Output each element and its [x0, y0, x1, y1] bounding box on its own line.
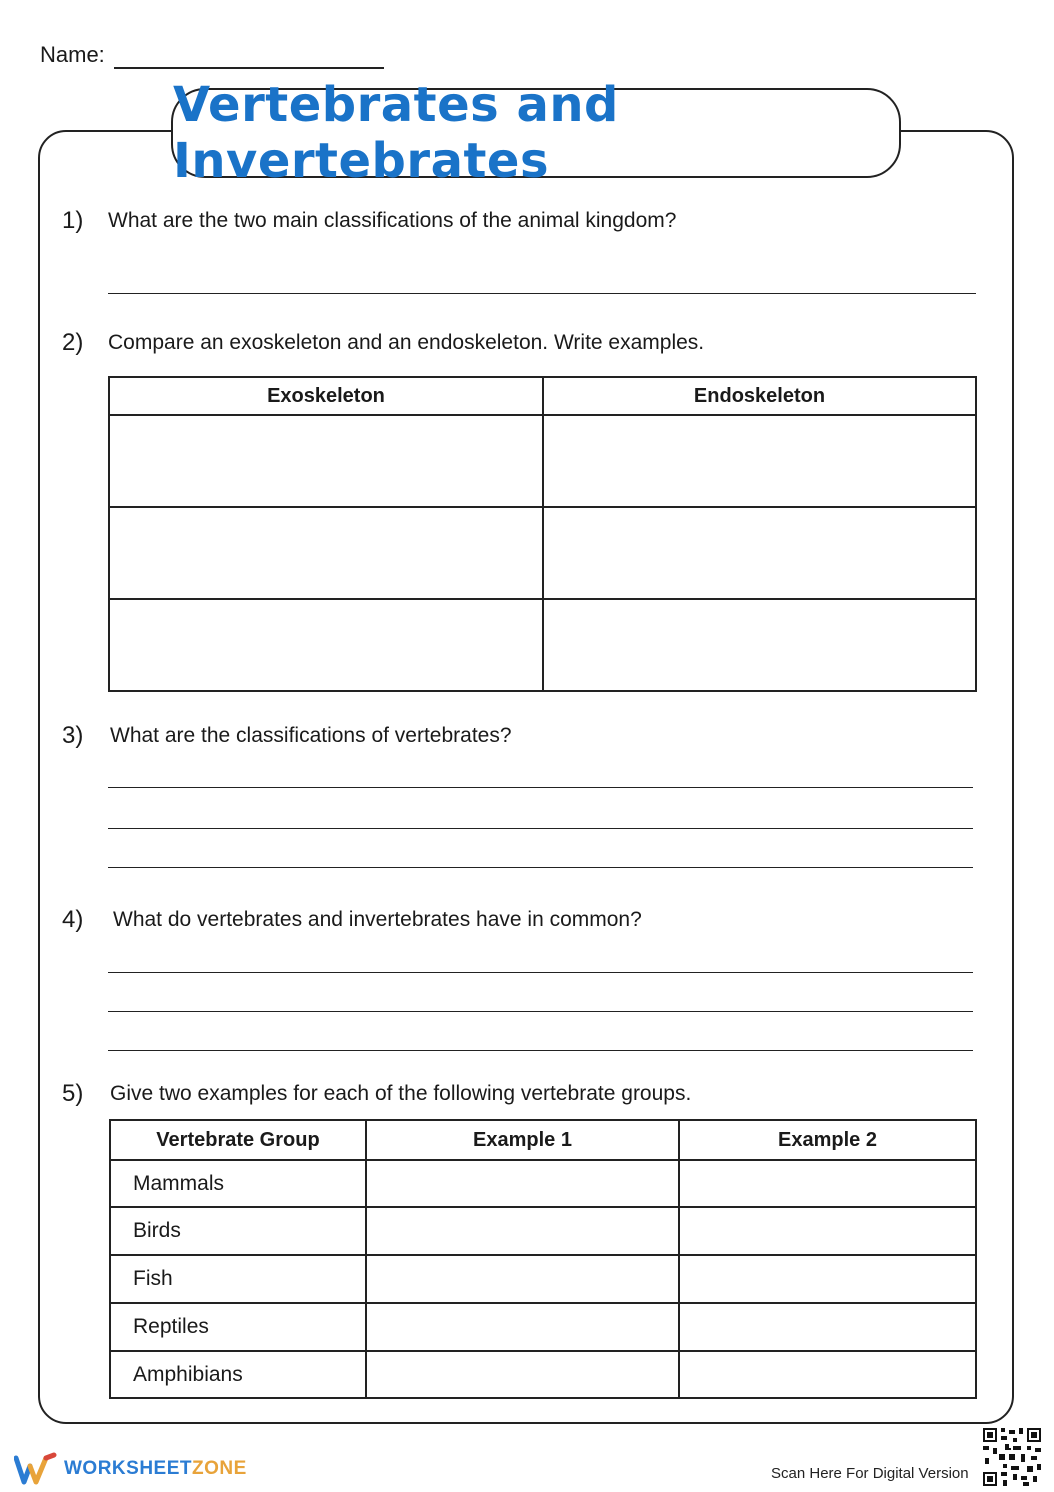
question-1-text: What are the two main classifications of the animal kingdom?	[108, 209, 677, 232]
answer-cell[interactable]	[109, 507, 543, 599]
answer-cell[interactable]	[543, 599, 976, 691]
table-header-example-1: Example 1	[366, 1120, 679, 1160]
question-5-number: 5)	[62, 1080, 84, 1107]
answer-cell[interactable]	[543, 507, 976, 599]
answer-cell[interactable]	[366, 1303, 679, 1351]
question-2-number: 2)	[62, 329, 84, 356]
name-field-line[interactable]	[114, 67, 384, 69]
name-label: Name:	[40, 42, 105, 67]
answer-cell[interactable]	[366, 1255, 679, 1303]
answer-cell[interactable]	[366, 1351, 679, 1398]
answer-line[interactable]	[108, 972, 973, 973]
title-banner	[171, 77, 901, 189]
table-row-label-mammals: Mammals	[110, 1160, 366, 1207]
question-2-text: Compare an exoskeleton and an endoskeleton. Write examples.	[108, 331, 705, 354]
table-row-label-birds: Birds	[110, 1207, 366, 1255]
w-logo-icon	[14, 1452, 58, 1486]
answer-cell[interactable]	[109, 599, 543, 691]
table-header-group: Vertebrate Group	[110, 1120, 366, 1160]
question-5-text: Give two examples for each of the following vertebrate groups.	[110, 1082, 692, 1105]
answer-cell[interactable]	[679, 1207, 976, 1255]
question-4-text: What do vertebrates and invertebrates have in common?	[113, 908, 642, 931]
answer-line[interactable]	[108, 787, 973, 788]
answer-cell[interactable]	[366, 1160, 679, 1207]
table-header-exoskeleton: Exoskeleton	[109, 377, 543, 415]
answer-line[interactable]	[108, 293, 976, 294]
table-row-label-fish: Fish	[110, 1255, 366, 1303]
table-row-label-amphibians: Amphibians	[110, 1351, 366, 1398]
answer-cell[interactable]	[109, 415, 543, 507]
scan-caption: Scan Here For Digital Version	[771, 1465, 969, 1482]
logo-text-part1: WORKSHEET	[64, 1458, 192, 1479]
vertebrate-examples-table	[109, 1119, 977, 1399]
question-1-number: 1)	[62, 207, 84, 234]
question-3-number: 3)	[62, 722, 84, 749]
answer-line[interactable]	[108, 1011, 973, 1012]
logo-wordmark	[64, 1458, 247, 1480]
skeleton-comparison-table	[108, 376, 977, 692]
page-title: Vertebrates and Invertebrates	[173, 77, 619, 189]
answer-cell[interactable]	[543, 415, 976, 507]
answer-cell[interactable]	[679, 1160, 976, 1207]
answer-cell[interactable]	[679, 1255, 976, 1303]
answer-cell[interactable]	[679, 1303, 976, 1351]
qr-code-icon[interactable]	[983, 1428, 1041, 1486]
answer-line[interactable]	[108, 828, 973, 829]
logo-text-part2: ZONE	[192, 1458, 247, 1479]
answer-line[interactable]	[108, 1050, 973, 1051]
table-header-example-2: Example 2	[679, 1120, 976, 1160]
table-header-endoskeleton: Endoskeleton	[543, 377, 976, 415]
answer-line[interactable]	[108, 867, 973, 868]
answer-cell[interactable]	[679, 1351, 976, 1398]
table-row-label-reptiles: Reptiles	[110, 1303, 366, 1351]
answer-cell[interactable]	[366, 1207, 679, 1255]
question-4-number: 4)	[62, 906, 84, 933]
question-3-text: What are the classifications of vertebrates?	[110, 724, 512, 747]
worksheetzone-logo[interactable]	[14, 1452, 247, 1486]
